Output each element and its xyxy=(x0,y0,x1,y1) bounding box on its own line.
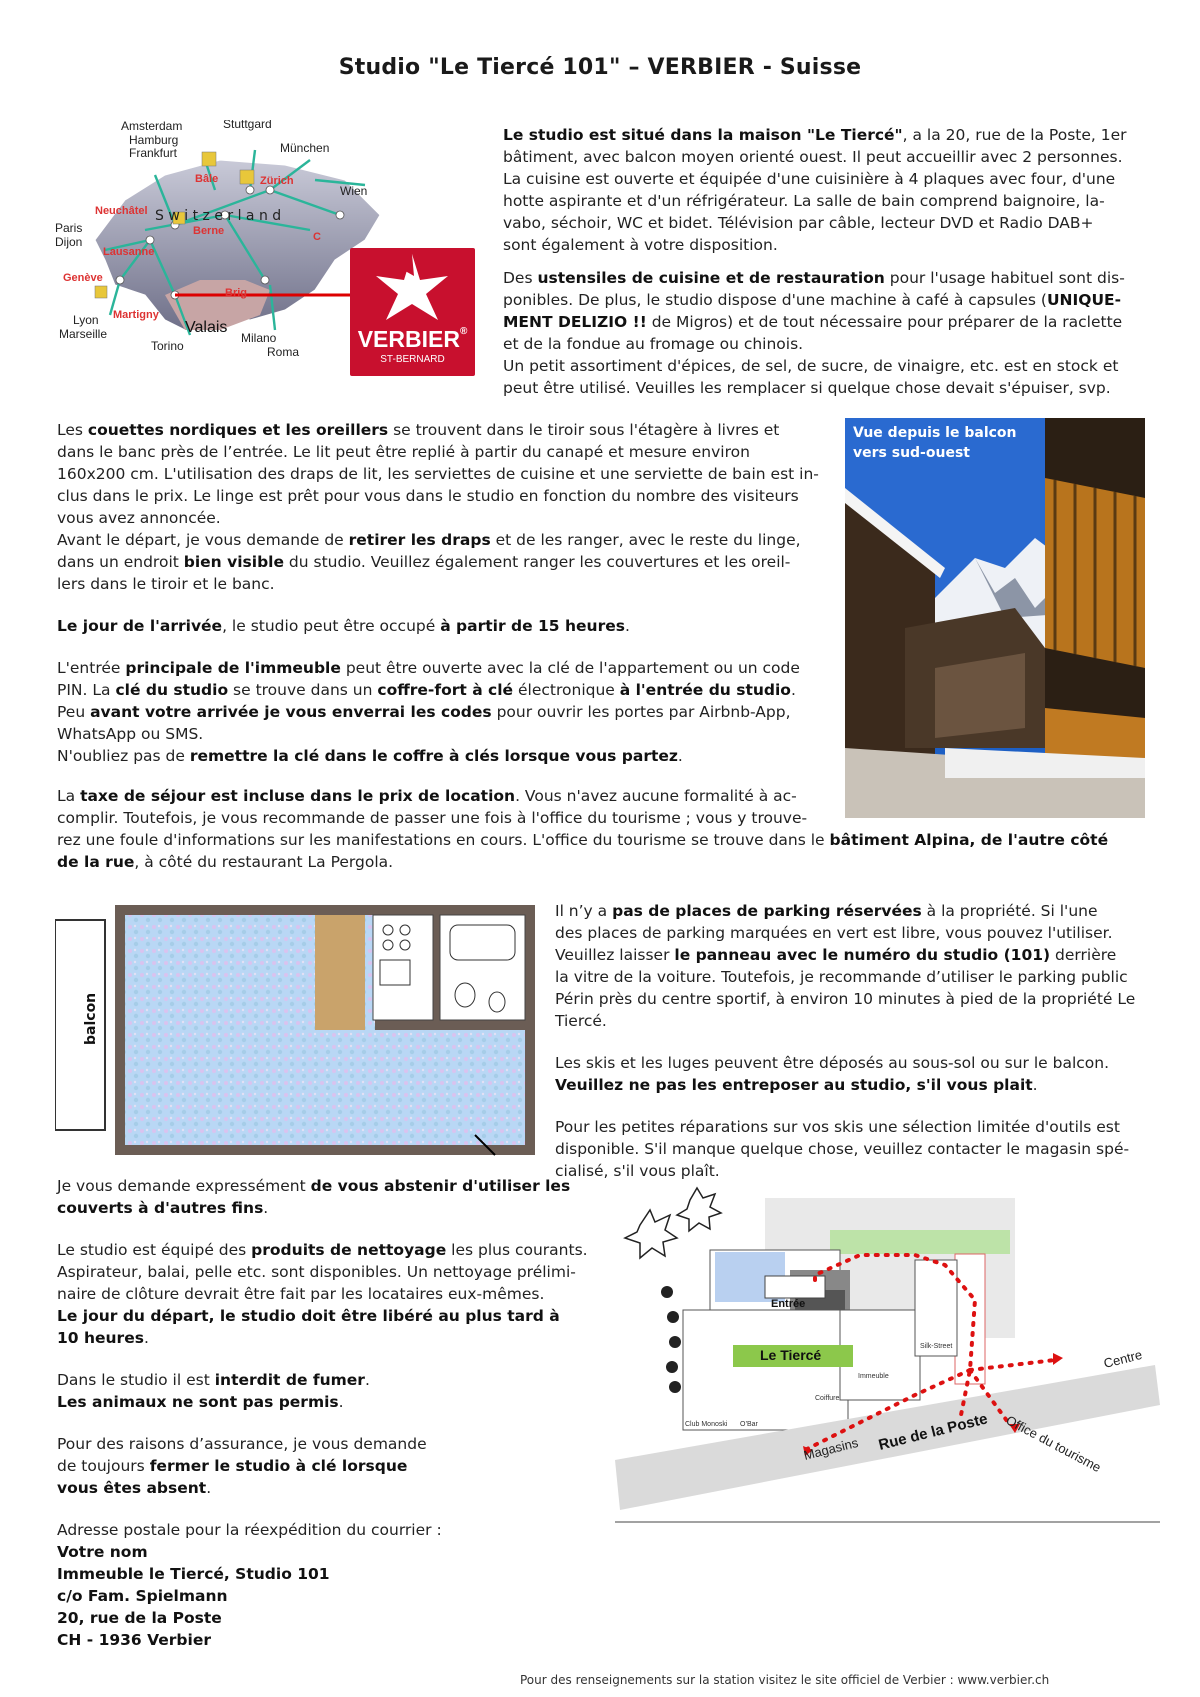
text: clus dans le prix. Le linge est prêt pour vous dans le studio en fonction du nombre des visiteurs xyxy=(57,487,799,505)
logo-registered: ® xyxy=(459,326,468,337)
bold: retirer les draps xyxy=(348,531,491,549)
city-dijon: Dijon xyxy=(55,235,83,249)
text: Dans le studio il est xyxy=(57,1371,215,1389)
text: Avant le départ, je vous demande de xyxy=(57,531,349,549)
address-line: CH - 1936 Verbier xyxy=(57,1631,211,1649)
label-coiffure: Coiffure xyxy=(815,1395,840,1402)
text: peut être ouverte avec la clé de l'appartement ou un code xyxy=(340,659,800,677)
text: . xyxy=(677,747,683,765)
text: Les xyxy=(57,421,88,439)
text: des places de parking marquées en vert est libre, vous pouvez l'utiliser. xyxy=(555,924,1113,942)
city-roma: Roma xyxy=(267,345,300,359)
city-wien: Wien xyxy=(340,184,368,198)
text: derrière xyxy=(1050,946,1117,964)
text: , à côté du restaurant La Pergola. xyxy=(134,853,394,871)
logo-name: VERBIER xyxy=(357,326,460,352)
text: lers dans le tiroir et le banc. xyxy=(57,575,275,593)
text: bâtiment, avec balcon moyen orienté ouest. Il peut accueillir avec 2 personnes. xyxy=(503,148,1123,166)
text: Le studio est équipé des xyxy=(57,1241,252,1259)
text: vabo, séchoir, WC et bidet. Télévision par câble, lecteur DVD et Radio DAB+ xyxy=(503,214,1094,232)
address-line: 20, rue de la Poste xyxy=(57,1609,222,1627)
text: vous avez annoncée. xyxy=(57,509,221,527)
text: Je vous demande expressément xyxy=(57,1177,311,1195)
city-milano: Milano xyxy=(241,331,277,345)
city-frankfurt: Frankfurt xyxy=(129,146,178,160)
bold: à partir de 15 heures xyxy=(440,617,625,635)
region-valais: Valais xyxy=(185,319,228,336)
text: se trouve dans un xyxy=(228,681,378,699)
label-club-monoski: Club Monoski xyxy=(685,1421,728,1428)
text: Un petit assortiment d'épices, de sel, de sucre, de vinaigre, etc. est en stock et xyxy=(503,357,1119,375)
rules-section xyxy=(57,1175,617,1651)
city-lausanne: Lausanne xyxy=(103,246,155,258)
text: . xyxy=(143,1329,149,1347)
bold: Veuillez ne pas les entreposer au studio, s'il vous plait xyxy=(555,1076,1033,1094)
city-torino: Torino xyxy=(151,339,184,353)
bold: couettes nordiques et les oreillers xyxy=(87,421,389,439)
page-title: Studio "Le Tiercé 101" – VERBIER - Suisse xyxy=(338,55,862,80)
text: Peu xyxy=(57,703,91,721)
text: dans le banc près de l’entrée. Le lit peut être replié à partir du canapé et mesure environ xyxy=(57,443,750,461)
text: Il n’y a xyxy=(555,902,613,920)
text: La cuisine est ouverte et équipée d'une cuisinière à 4 plaques avec four, d'une xyxy=(503,170,1116,188)
bold: MENT DELIZIO !! xyxy=(503,313,647,331)
text: L'entrée xyxy=(57,659,126,677)
arrival-section xyxy=(57,615,837,637)
text: Pour des raisons d’assurance, je vous demande xyxy=(57,1435,427,1453)
bold: produits de nettoyage xyxy=(251,1241,447,1259)
text: . xyxy=(790,681,796,699)
text: Aspirateur, balai, pelle etc. sont disponibles. Un nettoyage prélimi- xyxy=(57,1263,576,1281)
text: Veuillez laisser xyxy=(555,946,675,964)
city-hamburg: Hamburg xyxy=(129,133,179,147)
city-neuchatel: Neuchâtel xyxy=(95,205,148,217)
label-le-tierce: Le Tiercé xyxy=(760,1347,822,1363)
bold: clé du studio xyxy=(115,681,229,699)
text: Périn près du centre sportif, à environ 10 minutes à pied de la propriété Le xyxy=(555,990,1136,1008)
city-martigny: Martigny xyxy=(113,309,159,321)
text: sont également à votre disposition. xyxy=(503,236,778,254)
bold: Le jour du départ, le studio doit être libéré au plus tard à xyxy=(57,1307,560,1325)
city-stuttgard: Stuttgard xyxy=(223,120,272,131)
text: Les skis et les luges peuvent être déposés au sous-sol ou sur le balcon. xyxy=(555,1054,1110,1072)
text: , le studio peut être occupé xyxy=(222,617,441,635)
city-marseille: Marseille xyxy=(59,327,108,341)
text: se trouvent dans le tiroir sous l'étagère à livres et xyxy=(388,421,780,439)
text: . xyxy=(206,1479,212,1497)
address-line: c/o Fam. Spielmann xyxy=(57,1587,228,1605)
text: ponibles. De plus, le studio dispose d'une machine à café à capsules ( xyxy=(503,291,1047,309)
label-office-du-tourisme: Office du tourisme xyxy=(1003,1412,1104,1476)
bold: pas de places de parking réservées xyxy=(612,902,922,920)
text: peut être utilisé. Veuilles les remplacer si quelque chose devait s'épuiser, svp. xyxy=(503,379,1111,397)
label-silk-street: Silk-Street xyxy=(920,1343,953,1350)
city-bale: Bâle xyxy=(195,173,219,185)
bold: Le jour de l'arrivée xyxy=(57,617,223,635)
text: PIN. La xyxy=(57,681,116,699)
bold: fermer le studio à clé lorsque xyxy=(149,1457,408,1475)
city-geneve: Genève xyxy=(63,272,103,284)
verbier-logo xyxy=(350,248,475,376)
text: disponible. S'il manque quelque chose, veuillez contacter le magasin spé- xyxy=(555,1140,1130,1158)
text: hotte aspirante et d'un réfrigérateur. La salle de bain comprend baignoire, la- xyxy=(503,192,1105,210)
text: rez une foule d'informations sur les manifestations en cours. L'office du tourisme se trouve dans le xyxy=(57,831,830,849)
text: La xyxy=(57,787,81,805)
city-brig: Brig xyxy=(225,287,247,299)
text: et de les ranger, avec le reste du linge, xyxy=(490,531,801,549)
address-intro: Adresse postale pour la réexpédition du courrier : xyxy=(57,1521,442,1539)
text: et de la fondue au fromage ou chinois. xyxy=(503,335,804,353)
text: Tiercé. xyxy=(555,1012,607,1030)
text: du studio. Veuillez également ranger les couvertures et les oreil- xyxy=(284,553,791,571)
city-zurich: Zürich xyxy=(260,175,294,187)
bold: UNIQUE- xyxy=(1046,291,1122,309)
text: . xyxy=(624,617,630,635)
bold: à l'entrée du studio xyxy=(619,681,791,699)
star-icon xyxy=(350,248,475,328)
label-rue-de-la-poste: Rue de la Poste xyxy=(876,1410,990,1454)
text: . Vous n'avez aucune formalité à ac- xyxy=(515,787,797,805)
text: électronique xyxy=(513,681,620,699)
bold: vous êtes absent xyxy=(57,1479,207,1497)
label-obar: O’Bar xyxy=(740,1421,758,1428)
bold: Les animaux ne sont pas permis xyxy=(57,1393,339,1411)
city-berne: Berne xyxy=(193,225,225,237)
logo-subtitle: ST-BERNARD xyxy=(380,354,445,365)
bold: taxe de séjour est incluse dans le prix de location xyxy=(80,787,516,805)
text: N'oubliez pas de xyxy=(57,747,190,765)
bold: ustensiles de cuisine et de restauration xyxy=(537,269,885,287)
photo-caption-line2: vers sud-ouest xyxy=(853,445,970,461)
text: la vitre de la voiture. Toutefois, je recommande d’utiliser le parking public xyxy=(555,968,1128,986)
text: naire de clôture devrait être fait par les locataires eux-mêmes. xyxy=(57,1285,545,1303)
address-line: Votre nom xyxy=(57,1543,148,1561)
balcony-label: balcon xyxy=(83,992,99,1045)
bold: coffre-fort à clé xyxy=(377,681,514,699)
tree-icon xyxy=(625,1188,721,1258)
city-munchen: München xyxy=(280,141,330,155)
text: de toujours xyxy=(57,1457,150,1475)
label-immeuble: Immeuble xyxy=(858,1373,889,1380)
city-paris: Paris xyxy=(55,221,83,235)
text: WhatsApp ou SMS. xyxy=(57,725,204,743)
bold: bien visible xyxy=(183,553,284,571)
address-line: Immeuble le Tiercé, Studio 101 xyxy=(57,1565,330,1583)
text: de Migros) et de tout nécessaire pour préparer de la raclette xyxy=(646,313,1123,331)
text: , a la 20, rue de la Poste, 1er xyxy=(902,126,1127,144)
bold: couverts à d'autres fins xyxy=(57,1199,264,1217)
text: les plus courants. xyxy=(446,1241,588,1259)
photo-caption-line1: Vue depuis le balcon xyxy=(853,425,1017,441)
city-c: C xyxy=(313,231,321,243)
text: complir. Toutefois, je vous recommande de passer une fois à l'office du tourisme ; vous y trouve- xyxy=(57,809,808,827)
text: pour ouvrir les portes par Airbnb-App, xyxy=(491,703,791,721)
country-label: S w i t z e r l a n d xyxy=(155,208,282,224)
text: à la propriété. Si l'une xyxy=(921,902,1098,920)
bold: bâtiment Alpina, de l'autre côté xyxy=(829,831,1109,849)
parking-section xyxy=(555,900,1165,1182)
bold: le panneau avec le numéro du studio (101) xyxy=(674,946,1051,964)
text: . xyxy=(263,1199,269,1217)
site-map xyxy=(615,1180,1160,1525)
text: . xyxy=(1032,1076,1038,1094)
label-magasins: Magasins xyxy=(802,1434,860,1463)
balcony-photo xyxy=(845,418,1145,818)
bold: principale de l'immeuble xyxy=(125,659,341,677)
text: pour l'usage habituel sont dis- xyxy=(884,269,1125,287)
bold: 10 heures xyxy=(57,1329,144,1347)
bold: de vous abstenir d'utiliser les xyxy=(310,1177,571,1195)
label-entree: Entrée xyxy=(771,1298,806,1310)
floor-plan xyxy=(55,900,540,1162)
text: Pour les petites réparations sur vos skis une sélection limitée d'outils est xyxy=(555,1118,1120,1136)
bold: avant votre arrivée je vous enverrai les codes xyxy=(90,703,492,721)
text: 160x200 cm. L'utilisation des draps de lit, les serviettes de cuisine et une serviette de bain est in- xyxy=(57,465,819,483)
bold: remettre la clé dans le coffre à clés lorsque vous partez xyxy=(189,747,678,765)
footer: Pour des renseignements sur la station visitez le site officiel de Verbier : www.verbier.ch xyxy=(520,1673,1050,1687)
bold: de la rue xyxy=(57,853,135,871)
city-lyon: Lyon xyxy=(73,313,99,327)
intro-bold: Le studio est situé dans la maison "Le Tiercé" xyxy=(503,126,903,144)
intro-section xyxy=(503,124,1163,399)
text: cialisé, s'il vous plaît. xyxy=(555,1162,720,1180)
bold: interdit de fumer xyxy=(214,1371,365,1389)
linen-section xyxy=(57,419,837,767)
shrub-icon xyxy=(661,1286,681,1393)
text: . xyxy=(364,1371,370,1389)
label-centre: Centre xyxy=(1102,1346,1144,1371)
text: . xyxy=(338,1393,344,1411)
text: Des xyxy=(503,269,538,287)
text: dans un endroit xyxy=(57,553,184,571)
city-amsterdam: Amsterdam xyxy=(121,120,183,133)
